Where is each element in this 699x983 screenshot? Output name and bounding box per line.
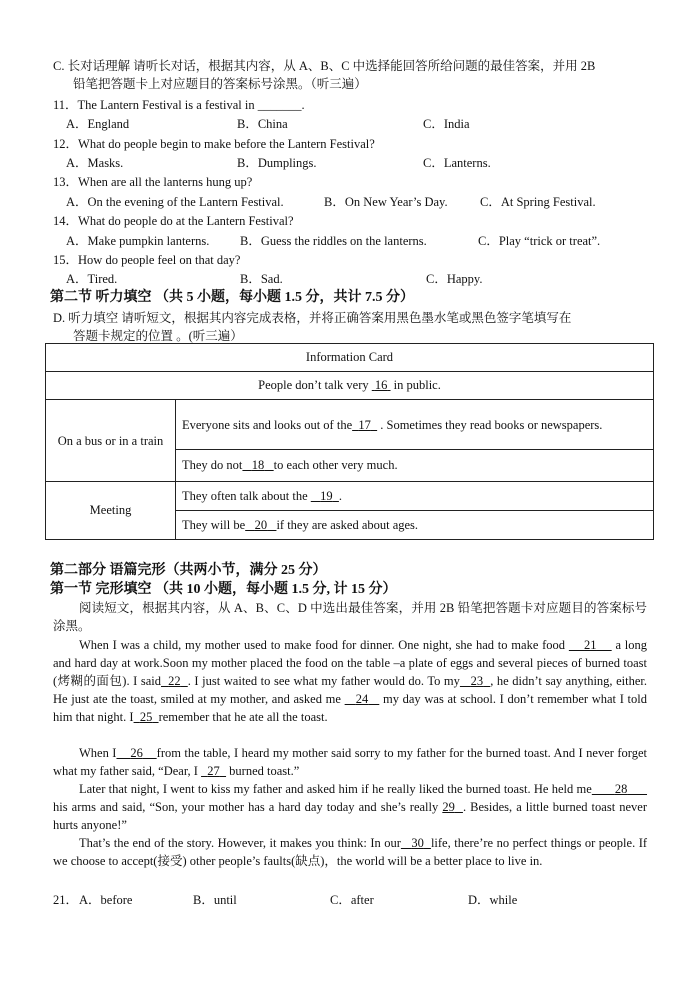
question-number: 14． [53, 214, 79, 228]
row-text: to each other very much. [273, 458, 398, 472]
option-11b: B．China [237, 117, 288, 131]
question-text: What do people do at the Lantern Festival? [78, 214, 294, 228]
section-d-heading-line1: D. 听力填空 请听短文，根据其内容完成表格，并将正确答案用黑色墨水笔或黑色签字笔填写在 [53, 311, 572, 325]
row-text: They often talk about the [182, 488, 311, 503]
option-12b: B．Dumplings. [237, 156, 317, 170]
question-12 [53, 134, 375, 152]
option-21b: B．until [193, 893, 237, 907]
option-14c: C．Play “trick or treat”. [478, 234, 601, 248]
section-c-heading-line2: 铅笔把答题卡上对应题目的答案标号涂黑。（听三遍） [73, 77, 367, 91]
question-text: The Lantern Festival is a festival in [77, 98, 255, 112]
information-card-table [45, 343, 654, 540]
option-13b: B．On New Year’s Day. [324, 195, 448, 209]
option-21d: D．while [468, 893, 518, 907]
meeting-label: Meeting [46, 482, 176, 540]
row-text: . [338, 488, 343, 503]
question-text: What do people begin to make before the Lantern Festival? [78, 137, 375, 151]
row-text: People don’t talk very [258, 378, 372, 392]
bus-row-1 [176, 400, 654, 450]
option-15a: A．Tired. [66, 272, 118, 286]
cloze-instructions: 阅读短文，根据其内容，从 A、B、C、D 中选出最佳答案，并用 2B 铅笔把答题卡对应题目的答案标号涂黑。 [53, 601, 647, 633]
question-11 [53, 95, 305, 113]
option-21a: A．before [79, 893, 133, 907]
blank-21: 21 [584, 638, 597, 652]
table-title: Information Card [46, 344, 654, 372]
bus-train-label: On a bus or in a train [46, 400, 176, 482]
blank-27: 27 [207, 764, 220, 778]
option-15c: C．Happy. [426, 272, 483, 286]
option-12c: C．Lanterns. [423, 156, 491, 170]
question-number: 13． [53, 175, 79, 189]
blank-29: 29 [442, 800, 455, 814]
option-12a: A．Masks. [66, 156, 124, 170]
question-14 [53, 211, 294, 229]
blank-28: 28 [614, 782, 628, 796]
option-11a: A．England [66, 117, 130, 131]
row-text: They do not [182, 458, 243, 472]
question-21-number: 21． [53, 893, 79, 907]
row-text: . Sometimes they read books or newspapers. [377, 417, 603, 432]
question-number: 15． [53, 253, 79, 267]
option-13c: C．At Spring Festival. [480, 195, 596, 209]
passage-paragraph-3: Later that night, I went to kiss my father and asked him if he really liked the burned toast. He held me 28 his arms and said, “Son, your mother has a hard day today and she’s really 29 . Besides, a little burned toast never hurts anyone!” [53, 782, 647, 832]
question-15 [53, 250, 240, 268]
question-text: How do people feel on that day? [78, 253, 241, 267]
question-end: . [301, 98, 305, 112]
row-text: if they are asked about ages. [276, 517, 419, 532]
question-number: 12． [53, 137, 79, 151]
answer-blank: _______ [257, 98, 302, 112]
section-2-title: 第二节 听力填空 （共 5 小题，每小题 1.5 分，共计 7.5 分） [50, 290, 414, 305]
question-number: 11． [53, 98, 78, 112]
meeting-row-2 [176, 511, 654, 540]
blank-25: 25 [139, 710, 153, 724]
passage-paragraph-2: When I 26 from the table, I heard my mother said sorry to my father for the burned toast. And I never forget what my father said, “Dear, I 27 burned toast.” [53, 746, 648, 778]
table-row-public [46, 372, 654, 400]
blank-18: 18 [251, 458, 265, 472]
blank-22: 22 [168, 674, 181, 688]
question-text: When are all the lanterns hung up? [78, 175, 253, 189]
blank-20: 20 [254, 517, 268, 532]
section-c-heading-line1: C. 长对话理解 请听长对话，根据其内容，从 A、B、C 中选择能回答所给问题的最佳答案，并用 2B [53, 59, 596, 73]
option-14b: B．Guess the riddles on the lanterns. [240, 234, 427, 248]
bus-row-2 [176, 450, 654, 482]
question-13 [53, 172, 252, 190]
blank-16: 16 [374, 378, 388, 392]
row-text: Everyone sits and looks out of the [182, 417, 353, 432]
passage-paragraph-4: That’s the end of the story. However, it makes you think: In our 30 life, there’re no perfect things or people. If we choose to accept(接受) other people’s faults(缺点)，the world will be a better place to live in. [53, 836, 648, 868]
row-text: They will be [182, 517, 246, 532]
option-21c: C．after [330, 893, 374, 907]
blank-17: 17 [358, 417, 371, 432]
option-13a: A．On the evening of the Lantern Festival. [66, 195, 284, 209]
option-14a: A．Make pumpkin lanterns. [66, 234, 210, 248]
meeting-row-1 [176, 482, 654, 511]
blank-26: 26 [130, 746, 143, 760]
blank-23: 23 [470, 674, 484, 688]
part-2-title: 第二部分 语篇完形（共两小节，满分 25 分） [50, 563, 327, 578]
passage-paragraph-1: When I was a child, my mother used to make food for dinner. One night, she had to make food 21 a long and hard day at work.Soon my mother placed the food on the table –a plate of eggs and several pieces of burned toast (烤糊的面包). I said 22 . I just waited to see what my father would do. To my 23 , he didn’t say anything, either. He just ate the toast, smiled at my mother, and asked me 24 my day was at school. I don’t remember what I told him that night. I 25 remember that he ate all the toast. [53, 638, 648, 724]
part-2-section-1-title: 第一节 完形填空 （共 10 小题，每小题 1.5 分, 计 15 分） [50, 582, 397, 597]
option-15b: B．Sad. [240, 272, 283, 286]
blank-24: 24 [355, 692, 369, 706]
blank-19: 19 [320, 488, 333, 503]
section-d-heading-line2: 答题卡规定的位置 。(听三遍） [73, 329, 243, 343]
row-text: in public. [390, 378, 441, 392]
blank-30: 30 [411, 836, 424, 850]
option-11c: C．India [423, 117, 470, 131]
